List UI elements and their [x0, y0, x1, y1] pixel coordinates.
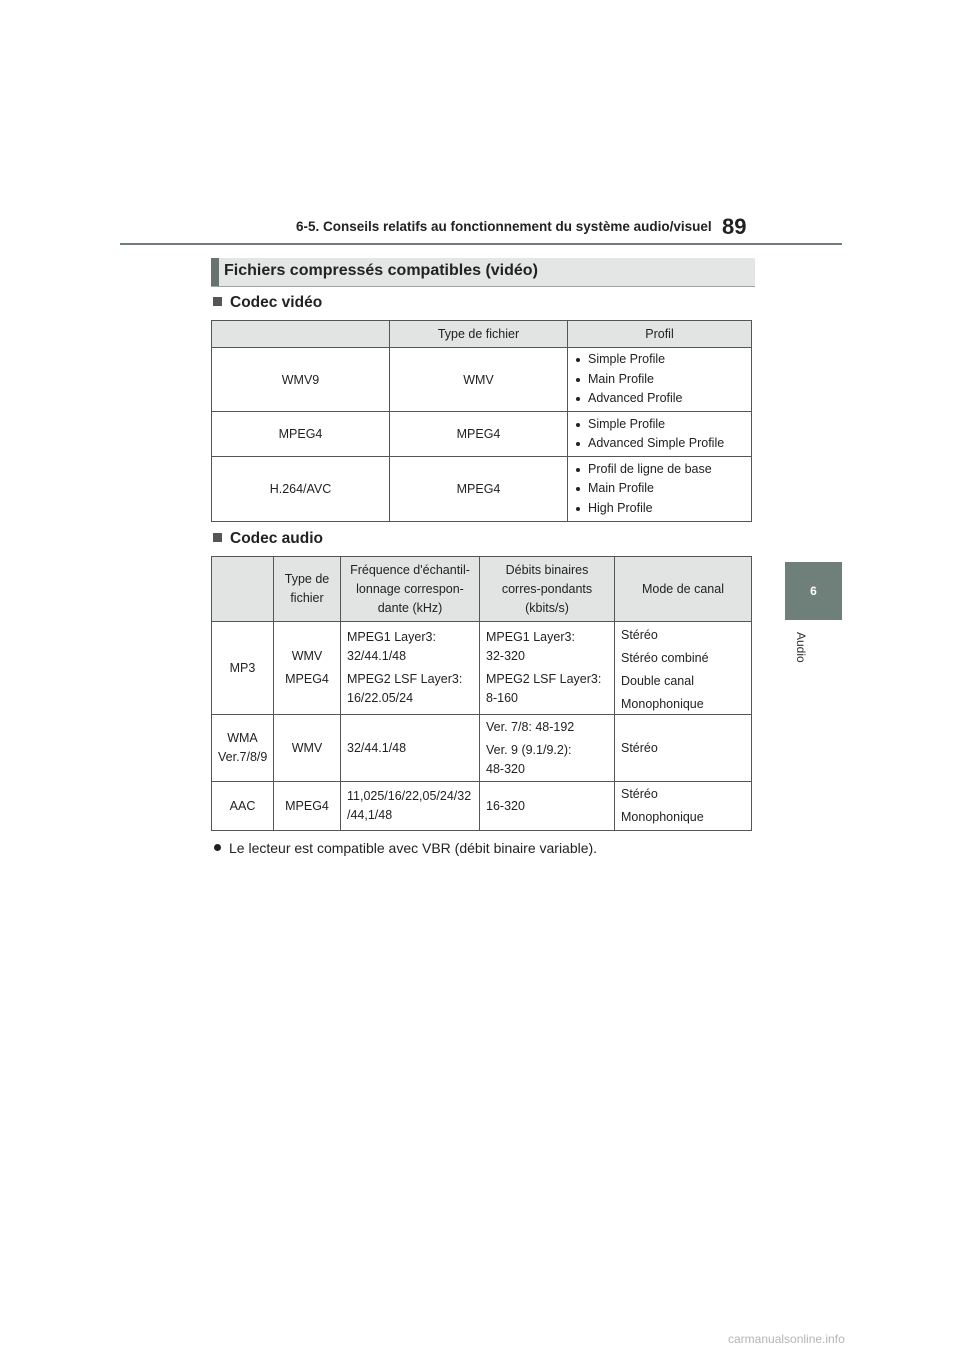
video-codec-table: [211, 320, 752, 522]
video-type-cell: MPEG4: [390, 457, 568, 522]
section-title-bar: [211, 258, 755, 287]
square-bullet-icon: [213, 533, 222, 542]
mode-line: Stéréo: [621, 787, 658, 801]
bitrate-line: Ver. 9 (9.1/9.2):: [486, 742, 572, 757]
frequency-line: 16/22.05/24: [347, 691, 414, 705]
video-header-type: Type de fichier: [390, 321, 568, 348]
table-row: [212, 348, 752, 412]
audio-header-type: Type de fichier: [274, 557, 341, 622]
audio-codec-heading-text: Codec audio: [230, 530, 324, 547]
video-codec-cell: MPEG4: [212, 412, 390, 457]
bitrate-line: 8-160: [486, 691, 518, 705]
chapter-number: 6: [810, 584, 817, 598]
video-codec-cell: WMV9: [212, 348, 390, 412]
audio-codec-table: [211, 556, 752, 831]
codec-line: WMA: [227, 731, 258, 745]
video-codec-heading-text: Codec vidéo: [230, 294, 323, 311]
list-item: Main Profile: [574, 479, 745, 499]
audio-header-channel-mode: Mode de canal: [615, 557, 752, 622]
bullet-icon: [214, 844, 221, 851]
mode-line: Monophonique: [621, 697, 704, 711]
video-header-profile: Profil: [568, 321, 752, 348]
mode-line: Monophonique: [621, 810, 704, 824]
audio-codec-heading: [213, 530, 323, 548]
codec-line: Ver.7/8/9: [218, 750, 268, 764]
frequency-line: MPEG1 Layer3:: [347, 630, 436, 644]
audio-header-bitrate: Débits binaires corres-pondants (kbits/s): [480, 557, 615, 622]
list-item: Simple Profile: [574, 350, 745, 370]
frequency-line: 32/44.1/48: [347, 649, 407, 663]
vbr-note-text: Le lecteur est compatible avec VBR (débit binaire variable).: [229, 840, 598, 856]
video-codec-cell: H.264/AVC: [212, 457, 390, 522]
frequency-line: /44,1/48: [347, 808, 393, 822]
chapter-tab[interactable]: [785, 562, 842, 620]
table-row: [212, 457, 752, 522]
bitrate-line: 32-320: [486, 649, 525, 663]
table-row: [212, 782, 752, 831]
audio-type-line: WMV: [291, 649, 323, 663]
square-bullet-icon: [213, 297, 222, 306]
audio-codec-cell: MP3: [212, 622, 274, 715]
video-codec-heading: [213, 294, 322, 312]
audio-channel-mode-cell: [615, 782, 752, 831]
audio-frequency-cell: [341, 622, 480, 715]
frequency-line: 11,025/16/22,05/24/32: [347, 789, 472, 803]
list-item: Simple Profile: [574, 415, 745, 435]
table-row: [212, 412, 752, 457]
list-item: High Profile: [574, 499, 745, 519]
audio-bitrate-cell: 16-320: [480, 782, 615, 831]
audio-bitrate-cell: [480, 622, 615, 715]
video-type-cell: WMV: [390, 348, 568, 412]
section-title: Fichiers compressés compatibles (vidéo): [224, 262, 538, 279]
audio-type-cell: MPEG4: [274, 782, 341, 831]
audio-type-line: MPEG4: [285, 672, 329, 686]
video-profile-cell: [568, 457, 752, 522]
frequency-line: MPEG2 LSF Layer3:: [347, 672, 463, 686]
audio-header-frequency: Fréquence d'échantil-lonnage correspon-dante (kHz): [341, 557, 480, 622]
audio-codec-cell: AAC: [212, 782, 274, 831]
audio-bitrate-cell: [480, 715, 615, 782]
vbr-note: [214, 840, 597, 856]
video-profile-cell: [568, 412, 752, 457]
bitrate-line: Ver. 7/8: 48-192: [486, 719, 575, 734]
bitrate-line: MPEG1 Layer3:: [486, 630, 575, 644]
video-profile-cell: [568, 348, 752, 412]
table-row: [212, 715, 752, 782]
audio-type-cell: [274, 622, 341, 715]
audio-header-codec: [212, 557, 274, 622]
mode-line: Stéréo combiné: [621, 651, 709, 665]
bitrate-line: MPEG2 LSF Layer3:: [486, 672, 602, 686]
mode-line: Stéréo: [621, 628, 658, 642]
list-item: Main Profile: [574, 370, 745, 390]
footer-watermark: carmanualsonline.info: [728, 1332, 845, 1346]
audio-channel-mode-cell: [615, 622, 752, 715]
page-number: 89: [722, 214, 747, 239]
list-item: Profil de ligne de base: [574, 460, 745, 480]
list-item: Advanced Profile: [574, 389, 745, 409]
section-accent: [211, 258, 219, 286]
header-title: 6-5. Conseils relatifs au fonctionnement du système audio/visuel: [296, 219, 712, 234]
chapter-label: Audio: [794, 632, 808, 663]
audio-frequency-cell: 32/44.1/48: [341, 715, 480, 782]
header-rule: [120, 243, 842, 245]
video-header-codec: [212, 321, 390, 348]
bitrate-line: 48-320: [486, 761, 525, 776]
mode-line: Double canal: [621, 674, 694, 688]
audio-codec-cell: [212, 715, 274, 782]
list-item: Advanced Simple Profile: [574, 434, 745, 454]
video-type-cell: MPEG4: [390, 412, 568, 457]
audio-frequency-cell: [341, 782, 480, 831]
audio-type-cell: WMV: [274, 715, 341, 782]
audio-channel-mode-cell: Stéréo: [615, 715, 752, 782]
table-row: [212, 622, 752, 715]
